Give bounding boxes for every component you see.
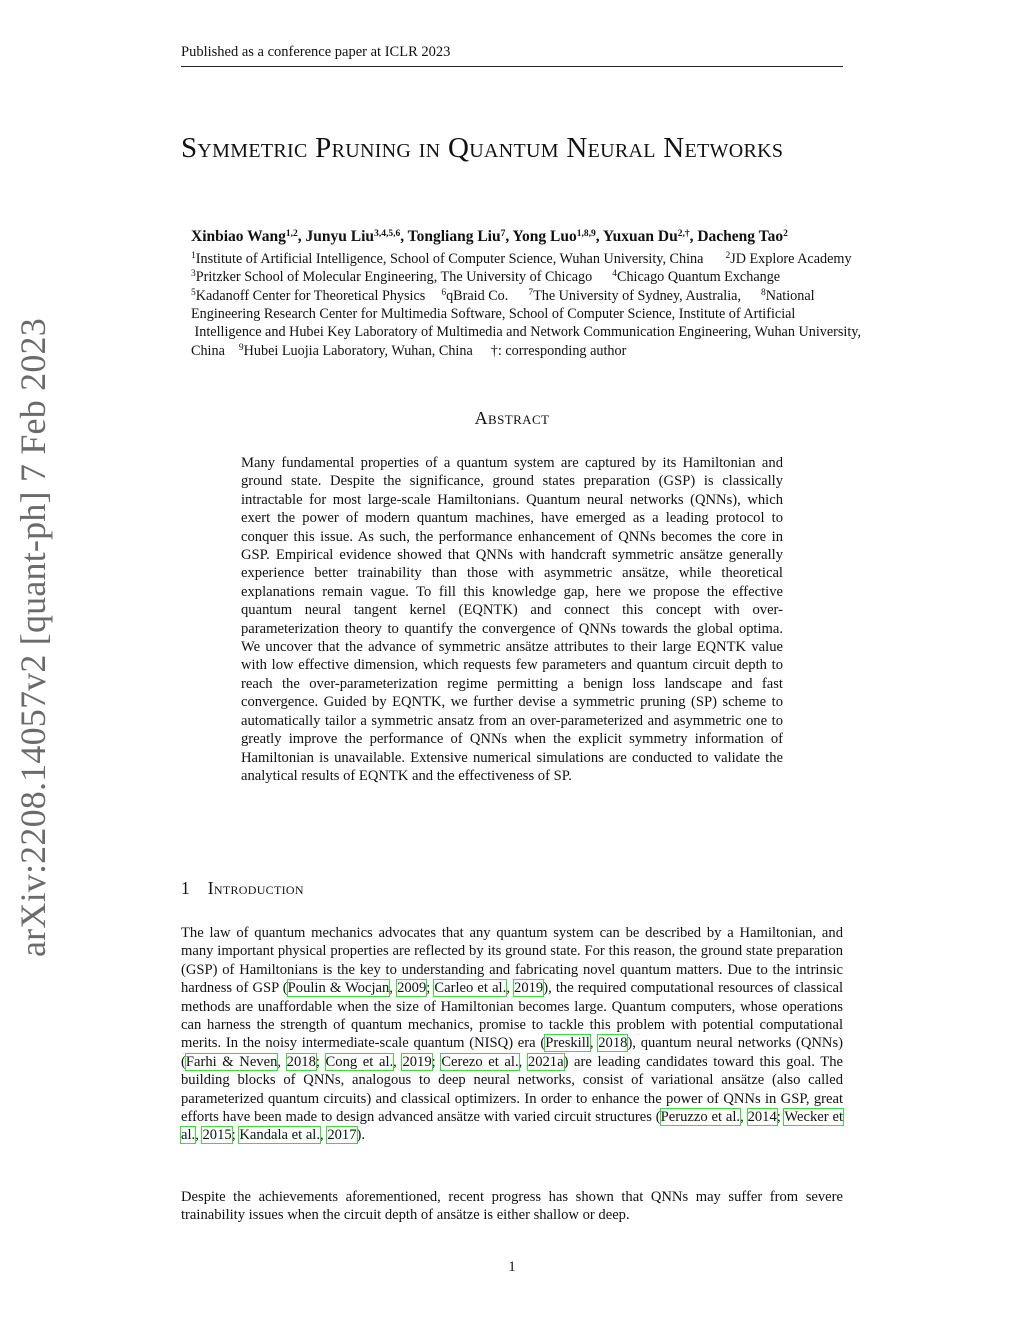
- author-affiliation-marker: 3,4,5,6: [374, 229, 401, 239]
- author-name: Xinbiao Wang: [191, 228, 286, 245]
- author-affiliation-marker: 7: [500, 229, 506, 239]
- citation-link[interactable]: Preskill: [545, 1035, 590, 1052]
- citation-link[interactable]: Poulin & Wocjan: [287, 980, 390, 997]
- section-title: Introduction: [207, 878, 304, 898]
- citation-link[interactable]: 2018: [286, 1053, 316, 1070]
- author-affiliation-marker: 2: [783, 229, 788, 239]
- author-affiliation-marker: 1,8,9: [576, 229, 596, 239]
- author-name: Dacheng Tao: [697, 228, 784, 245]
- affiliation-line: Intelligence and Hubei Key Laboratory of Multimedia and Network Communication Engineering, Wuhan University,: [194, 324, 862, 340]
- citation-link[interactable]: Cong et al.: [325, 1053, 394, 1070]
- paper-title: Symmetric Pruning in Quantum Neural Networks: [181, 132, 784, 164]
- affiliation-line: $^3$Pritzker School of Molecular Engineering, The University of Chicago $^4$Chicago Quantum Exchange: [191, 269, 781, 285]
- section-heading-introduction: [181, 878, 304, 899]
- author-name: Yuxuan Du: [602, 228, 678, 245]
- intro-paragraph-2: Despite the achievements aforementioned, recent progress has shown that QNNs may suffer from severe trainability issues when the circuit depth of ansätze is either shallow or deep.: [181, 1189, 843, 1224]
- author-list: Xinbiao Wang$^{1,2}$, Junyu Liu$^{3,4,5,6}$, Tongliang Liu$^7$, Yong Luo$^{1,8,9}$, Yuxuan $Du^{2,\dagger}$, Dacheng Tao$^2$: [191, 228, 788, 245]
- affiliation-line: $^1$Institute of Artificial Intelligence, School of Computer Science, Wuhan University, China $^2$JD Explore Academy: [191, 251, 852, 267]
- page-number: 1: [508, 1259, 516, 1275]
- affiliation-line: China $^9$Hubei Luojia Laboratory, Wuhan, China †: corresponding author: [191, 343, 627, 359]
- author-name: Tongliang Liu: [407, 228, 501, 245]
- corresponding-author-note: †: corresponding author: [490, 343, 627, 359]
- citation-link[interactable]: Peruzzo et al.: [660, 1109, 741, 1126]
- abstract-heading: Abstract: [474, 408, 550, 428]
- affiliation-line: $^5$Kadanoff Center for Theoretical Physics $^6$qBraid Co. $^7$The University of Sydney, Australia, $^8$National: [191, 288, 815, 304]
- citation-link[interactable]: 2019: [514, 980, 544, 997]
- citation-link[interactable]: 2009: [397, 980, 427, 997]
- author-name: Junyu Liu: [305, 228, 375, 245]
- citation-link[interactable]: Cerezo et al.: [441, 1053, 519, 1070]
- citation-link[interactable]: 2018: [598, 1035, 628, 1052]
- arxiv-stamp: arXiv:2208.14057v2 [quant-ph] 7 Feb 2023: [13, 318, 53, 957]
- citation-link[interactable]: 2014: [747, 1109, 777, 1126]
- citation-link[interactable]: 2017: [327, 1127, 357, 1144]
- citation-link[interactable]: 2021a: [527, 1053, 564, 1070]
- running-header: Published as a conference paper at ICLR 2023: [181, 44, 451, 60]
- header-rule: [181, 66, 843, 67]
- citation-link[interactable]: 2015: [202, 1127, 232, 1144]
- section-number: 1: [181, 878, 190, 898]
- affiliation-line: Engineering Research Center for Multimedia Software, School of Computer Science, Institute of Artificial: [191, 306, 796, 322]
- intro-paragraph-1: The law of quantum mechanics advocates that any quantum system can be described by a Hamiltonian, and many important physical properties are reflected by its ground state. For this reason, the ground state preparation (GSP) of Hamiltonians is the key to understanding and fabricating novel quantum matters. Due to the intrinsic hardness of GSP (Poulin & Wocjan, 2009; Carleo et al., 2019), the required computational resources of classical methods are unaffordable when the size of Hamiltonian becomes large. Quantum computers, whose operations can harness the strength of quantum mechanics, promise to tackle this problem with potential computational merits. In the noisy intermediate-scale quantum (NISQ) era (Preskill, 2018), quantum neural networks (QNNs) (Farhi & Neven, 2018; Cong et al., 2019; Cerezo et al., 2021a) are leading candidates toward this goal. The building blocks of QNNs, analogous to deep neural networks, consist of variational ansätze (also called parameterized quantum circuits) and classical optimizers. In order to enhance the power of QNNs in GSP, great efforts have been made to design advanced ansätze with varied circuit structures (Peruzzo et al., 2014; Wecker et al., 2015; Kandala et al., 2017).: [181, 925, 844, 1144]
- abstract-body: Many fundamental properties of a quantum system are captured by its Hamiltonian and ground state. Despite the significance, ground states preparation (GSP) is classically intractable for most large-scale Hamiltonians. Quantum neural networks (QNNs), which exert the power of modern quantum machines, have emerged as a leading protocol to conquer this issue. As such, the performance enhancement of QNNs becomes the core in GSP. Empirical evidence showed that QNNs with handcraft symmetric ansätze generally experience better trainability than those with asymmetric ansätze, while theoretical explanations remain vague. To fill this knowledge gap, here we propose the effective quantum neural tangent kernel (EQNTK) and connect this concept with over-parameterization theory to quantify the convergence of QNNs towards the global optima. We uncover that the advance of symmetric ansätze attributes to their large EQNTK value with low effective dimension, which requests few parameters and quantum circuit depth to reach the over-parameterization regime permitting a benign loss landscape and fast convergence. Guided by EQNTK, we further devise a symmetric pruning (SP) scheme to automatically tailor a symmetric ansatz from an over-parameterized and asymmetric one to greatly improve the performance of QNNs when the explicit symmetry information of Hamiltonian is unavailable. Extensive numerical simulations are conducted to validate the analytical results of EQNTK and the effectiveness of SP.: [241, 455, 783, 784]
- citation-link[interactable]: Kandala et al.: [239, 1127, 321, 1144]
- citation-link[interactable]: Wecker et al.: [181, 1109, 844, 1144]
- citation-link[interactable]: Farhi & Neven: [185, 1053, 278, 1070]
- author-name: Yong Luo: [512, 228, 577, 245]
- citation-link[interactable]: Carleo et al.: [434, 980, 507, 997]
- author-affiliation-marker: 2,†: [677, 229, 690, 239]
- author-affiliation-marker: 1,2: [285, 229, 298, 239]
- citation-link[interactable]: 2019: [402, 1053, 432, 1070]
